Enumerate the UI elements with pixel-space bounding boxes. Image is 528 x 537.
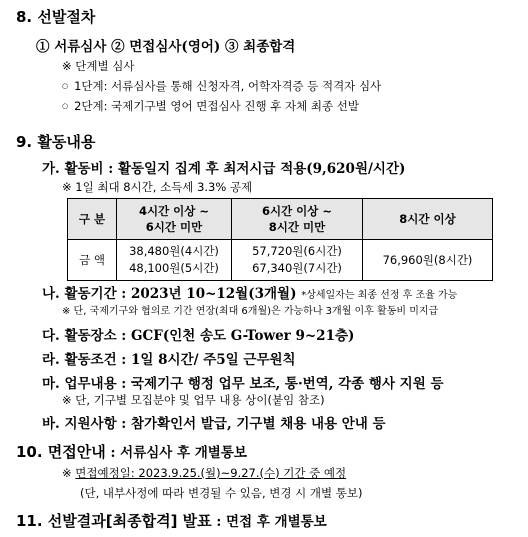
section-11-heading: 11. 선발결과[최종합격] 발표 [16, 512, 212, 530]
selection-steps: ① 서류심사 ② 면접심사(영어) ③ 최종합격 [36, 39, 296, 55]
stage-item-2-text: 2단계: 국제기구별 영어 면접심사 진행 후 자체 최종 선발 [74, 99, 359, 113]
item-na-period [42, 282, 457, 302]
section-8-title: 8. 선발절차 [16, 8, 96, 26]
table-cell: 76,960원(8시간) [363, 240, 493, 281]
table-cell: 38,480원(4시간) 48,100원(5시간) [117, 240, 232, 281]
interview-change-note: (단, 내부사정에 따라 변경될 수 있음, 변경 시 개별 통보) [80, 486, 363, 500]
allowance-table [67, 198, 493, 281]
table-header-cell: 8시간 이상 [363, 199, 493, 240]
table-cell: 금 액 [68, 240, 117, 281]
section-10-title [16, 441, 247, 462]
interview-note [62, 465, 346, 481]
duties-note: ※ 단, 기구별 모집분야 및 업무 내용 상이(붙임 참조) [62, 393, 325, 407]
item-da-location: 다. 활동장소 : GCF(인천 송도 G-Tower 9~21층) [42, 328, 355, 344]
section-10-desc: : 서류심사 후 개별통보 [105, 445, 247, 461]
note-mark: ※ [62, 466, 76, 480]
section-11-title [16, 510, 327, 531]
period-text: 나. 활동기간 : 2023년 10~12월(3개월) [42, 286, 297, 302]
period-detail-note: *상세일자는 최종 선정 후 조율 가능 [301, 290, 458, 301]
table-header-cell: 구 분 [68, 199, 117, 240]
item-ra-conditions: 라. 활동조건 : 1일 8시간/ 주5일 근무원칙 [42, 352, 296, 368]
table-header-cell: 6시간 이상 ~ 8시간 미만 [232, 199, 363, 240]
table-row [68, 240, 493, 281]
table-header-cell: 4시간 이상 ~ 6시간 미만 [117, 199, 232, 240]
item-ma-duties: 마. 업무내용 : 국제기구 행정 업무 보조, 통·번역, 각종 행사 지원 등 [42, 376, 444, 392]
table-cell: 57,720원(6시간) 67,340원(7시간) [232, 240, 363, 281]
stage-item-1 [62, 78, 381, 94]
allowance-note: ※ 1일 최대 8시간, 소득세 3.3% 공제 [62, 180, 253, 194]
section-11-desc: : 면접 후 개별통보 [211, 514, 327, 530]
bullet-icon: ○ [62, 102, 69, 110]
stage-item-1-text: 1단계: 서류심사를 통해 신청자격, 어학자격증 등 적격자 심사 [74, 79, 382, 93]
section-10-heading: 10. 면접안내 [16, 443, 106, 461]
section-9-title: 9. 활동내용 [16, 133, 96, 151]
interview-date-text: 면접예정일: 2023.9.25.(월)~9.27.(수) 기간 중 예정 [75, 466, 347, 480]
table-header-row [68, 199, 493, 240]
stage-item-2 [62, 98, 359, 114]
stage-note: ※ 단계별 심사 [62, 59, 135, 73]
item-ba-support: 바. 지원사항 : 참가확인서 발급, 기구별 채용 내용 안내 등 [42, 416, 386, 432]
period-extension-note: ※ 단, 국제기구와 협의로 기간 연장(최대 6개월)은 가능하나 3개월 이후 활동비 미지급 [62, 306, 439, 317]
item-ga-allowance: 가. 활동비 : 활동일지 집계 후 최저시급 적용(9,620원/시간) [42, 161, 406, 177]
bullet-icon: ○ [62, 82, 69, 90]
